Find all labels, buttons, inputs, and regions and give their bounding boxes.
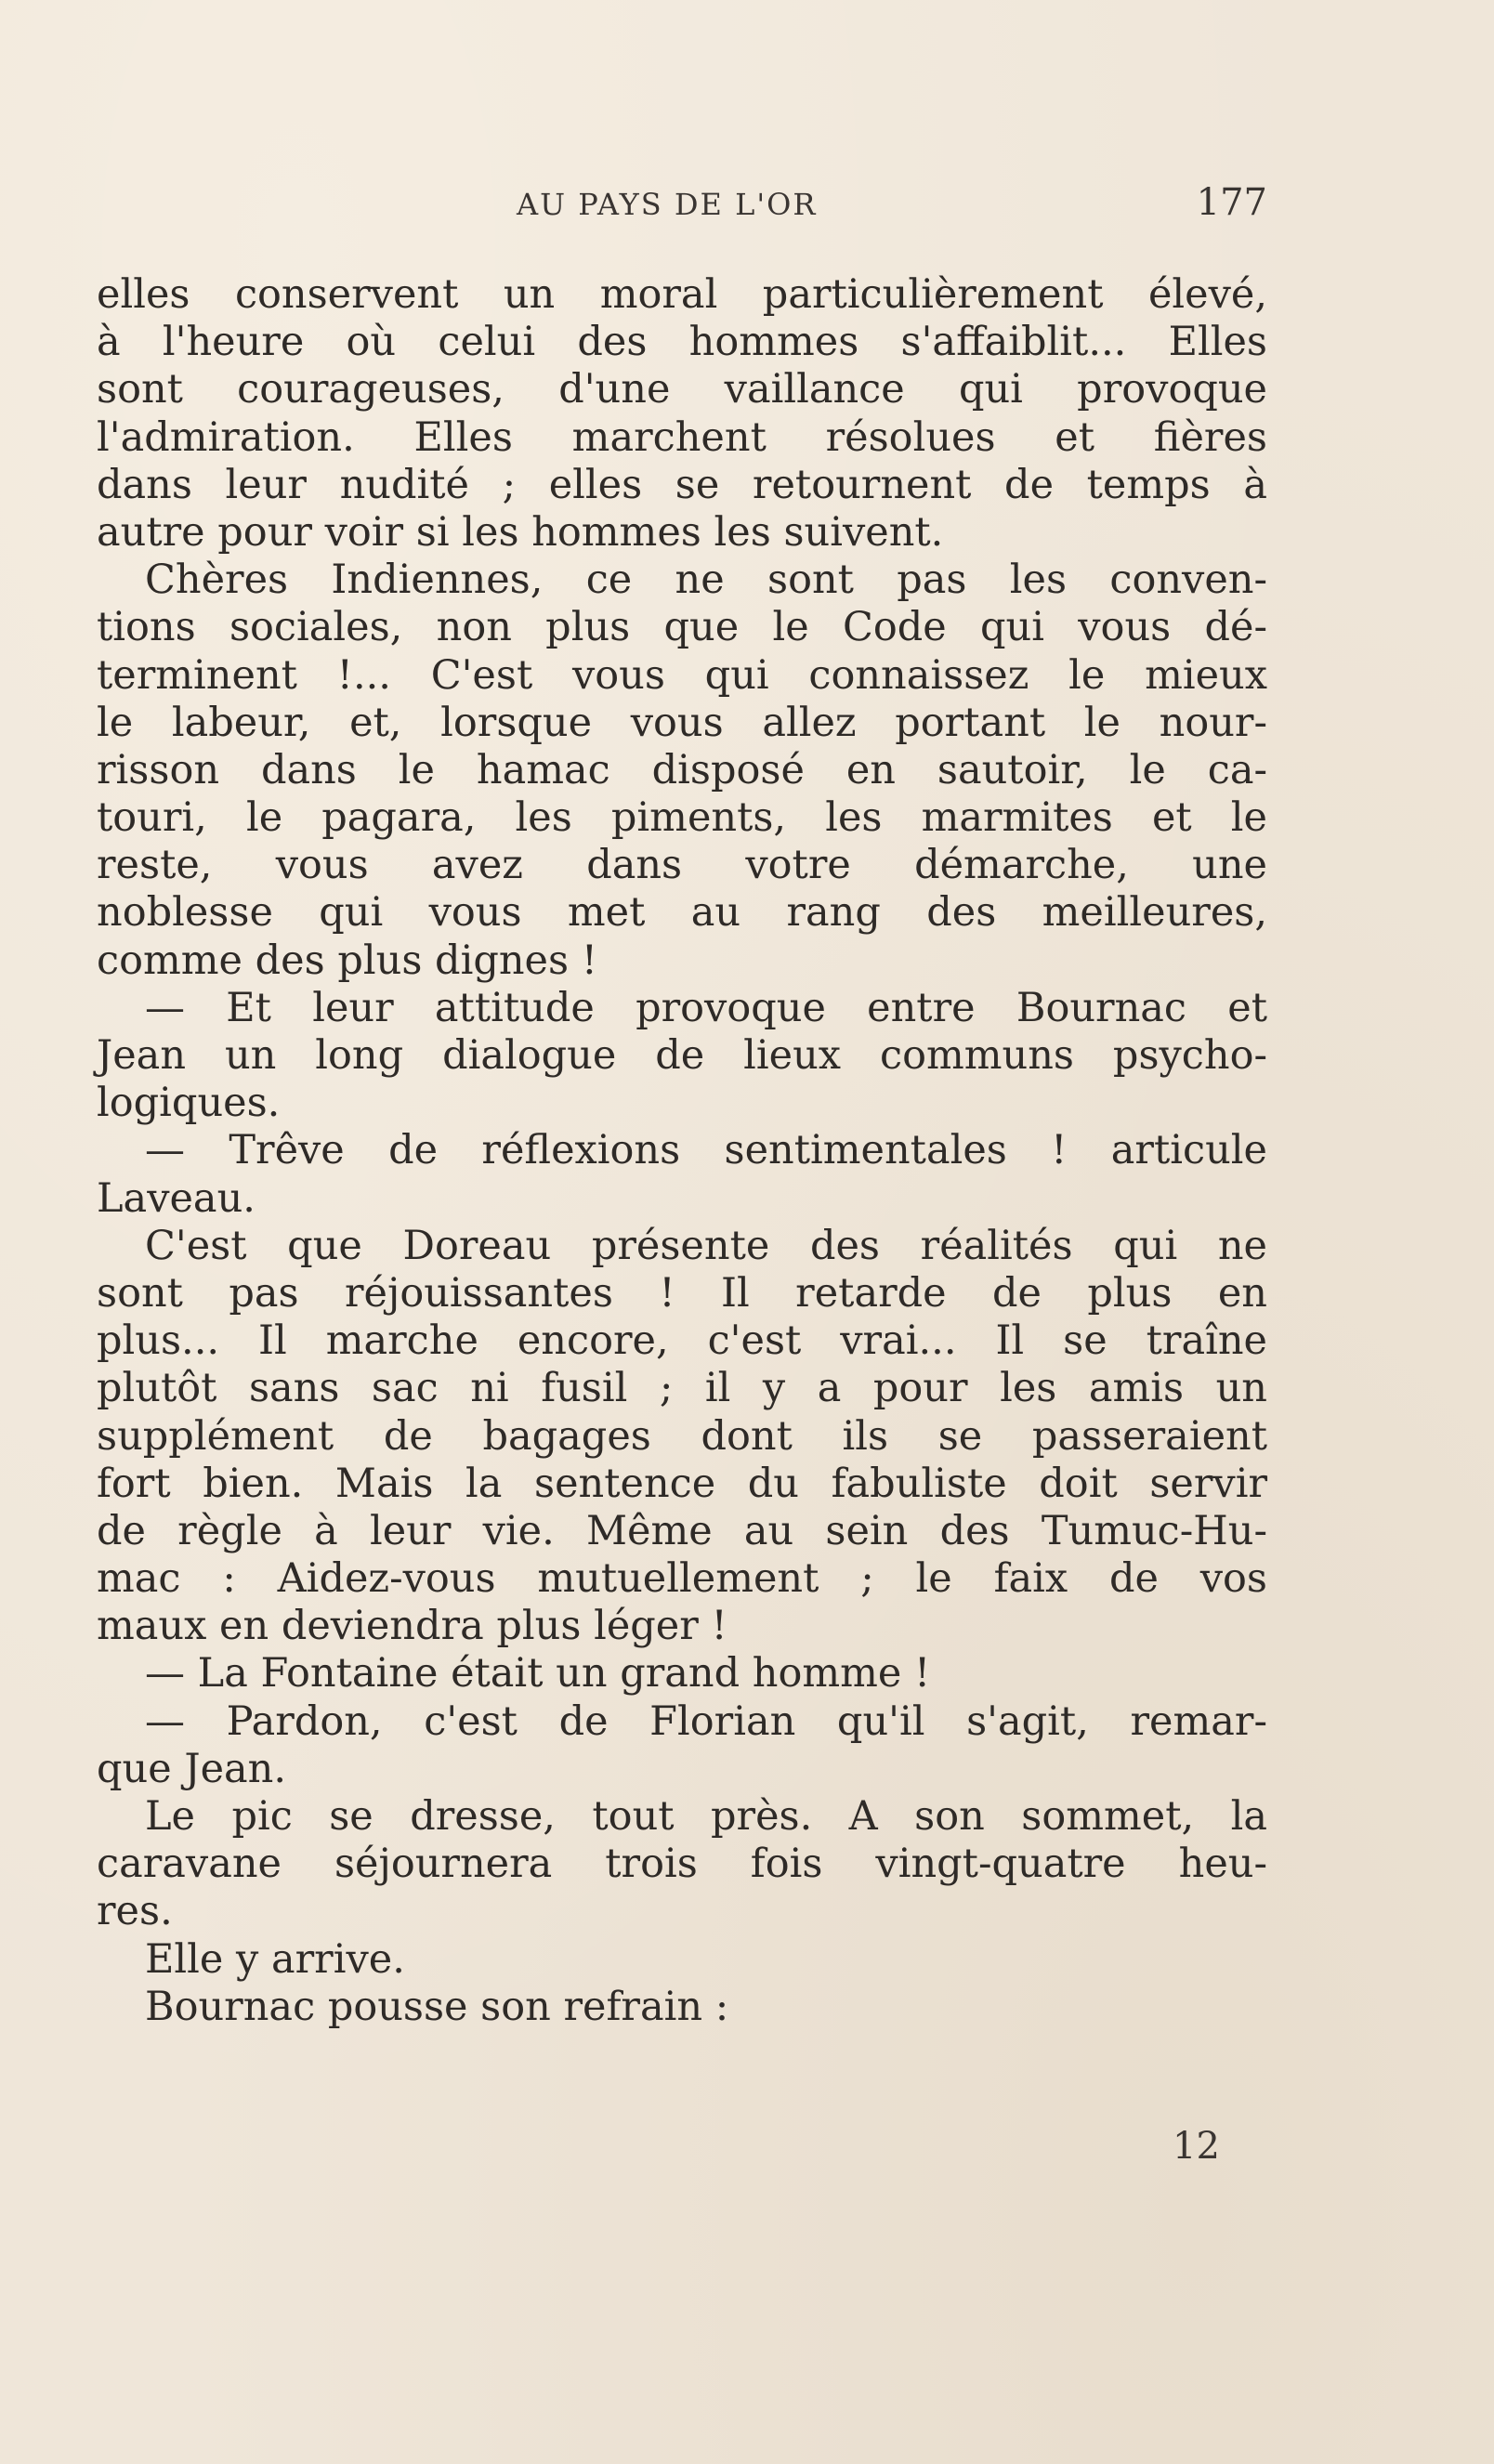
- text-line: l'admiration. Elles marchent résolues et fières: [97, 413, 1267, 461]
- signature-mark: 12: [1173, 2125, 1220, 2168]
- text-line: reste, vous avez dans votre démarche, une: [97, 842, 1267, 889]
- text-line: fort bien. Mais la sentence du fabuliste doit servir: [97, 1460, 1267, 1507]
- text-line: logiques.: [97, 1080, 281, 1127]
- text-line: Chères Indiennes, ce ne sont pas les conven-: [145, 557, 1267, 604]
- text-line: — La Fontaine était un grand homme !: [145, 1650, 931, 1697]
- text-line: — Et leur attitude provoque entre Bournac et: [145, 984, 1267, 1031]
- text-line: C'est que Doreau présente des réalités qui ne: [145, 1222, 1267, 1269]
- text-line: Elle y arrive.: [145, 1935, 405, 1983]
- text-line: comme des plus dignes !: [97, 937, 598, 984]
- text-line: res.: [97, 1888, 173, 1935]
- text-line: risson dans le hamac disposé en sautoir, le ca-: [97, 746, 1267, 793]
- text-line: Laveau.: [97, 1174, 256, 1222]
- text-line: de règle à leur vie. Même au sein des Tumuc-Hu-: [97, 1507, 1267, 1554]
- text-line: dans leur nudité ; elles se retournent de temps à: [97, 461, 1267, 508]
- text-line: sont courageuses, d'une vaillance qui provoque: [97, 366, 1267, 413]
- text-line: autre pour voir si les hommes les suivent.: [97, 508, 944, 556]
- text-line: plutôt sans sac ni fusil ; il y a pour les amis un: [97, 1365, 1267, 1412]
- text-line: supplément de bagages dont ils se passeraient: [97, 1412, 1267, 1460]
- text-line: caravane séjournera trois fois vingt-quatre heu-: [97, 1841, 1267, 1888]
- text-line: noblesse qui vous met au rang des meilleures,: [97, 889, 1267, 937]
- text-line: elles conservent un moral particulièrement élevé,: [97, 271, 1267, 318]
- text-line: terminent !... C'est vous qui connaissez le mieux: [97, 651, 1267, 699]
- text-line: mac : Aidez-vous mutuellement ; le faix de vos: [97, 1555, 1267, 1603]
- text-line: maux en deviendra plus léger !: [97, 1603, 727, 1650]
- running-title: AU PAYS DE L'OR: [517, 187, 818, 222]
- text-line: à l'heure où celui des hommes s'affaiblit... Elles: [97, 319, 1267, 366]
- text-line: sont pas réjouissantes ! Il retarde de plus en: [97, 1269, 1267, 1317]
- text-line: Jean un long dialogue de lieux communs psycho-: [97, 1032, 1267, 1079]
- text-line: touri, le pagara, les piments, les marmites et le: [97, 794, 1267, 842]
- text-line: Le pic se dresse, tout près. A son sommet, la: [145, 1793, 1267, 1840]
- running-head: [97, 181, 1267, 233]
- text-line: Bournac pousse son refrain :: [145, 1983, 729, 2030]
- page-number: 177: [1196, 181, 1267, 224]
- text-line: que Jean.: [97, 1745, 287, 1792]
- text-line: — Trêve de réflexions sentimentales ! articule: [145, 1127, 1267, 1174]
- text-line: — Pardon, c'est de Florian qu'il s'agit, remar-: [145, 1697, 1267, 1745]
- body-text: [97, 271, 1267, 2031]
- text-line: le labeur, et, lorsque vous allez portant le nour-: [97, 699, 1267, 746]
- text-line: plus... Il marche encore, c'est vrai... Il se traîne: [97, 1317, 1267, 1365]
- text-line: tions sociales, non plus que le Code qui vous dé-: [97, 604, 1267, 651]
